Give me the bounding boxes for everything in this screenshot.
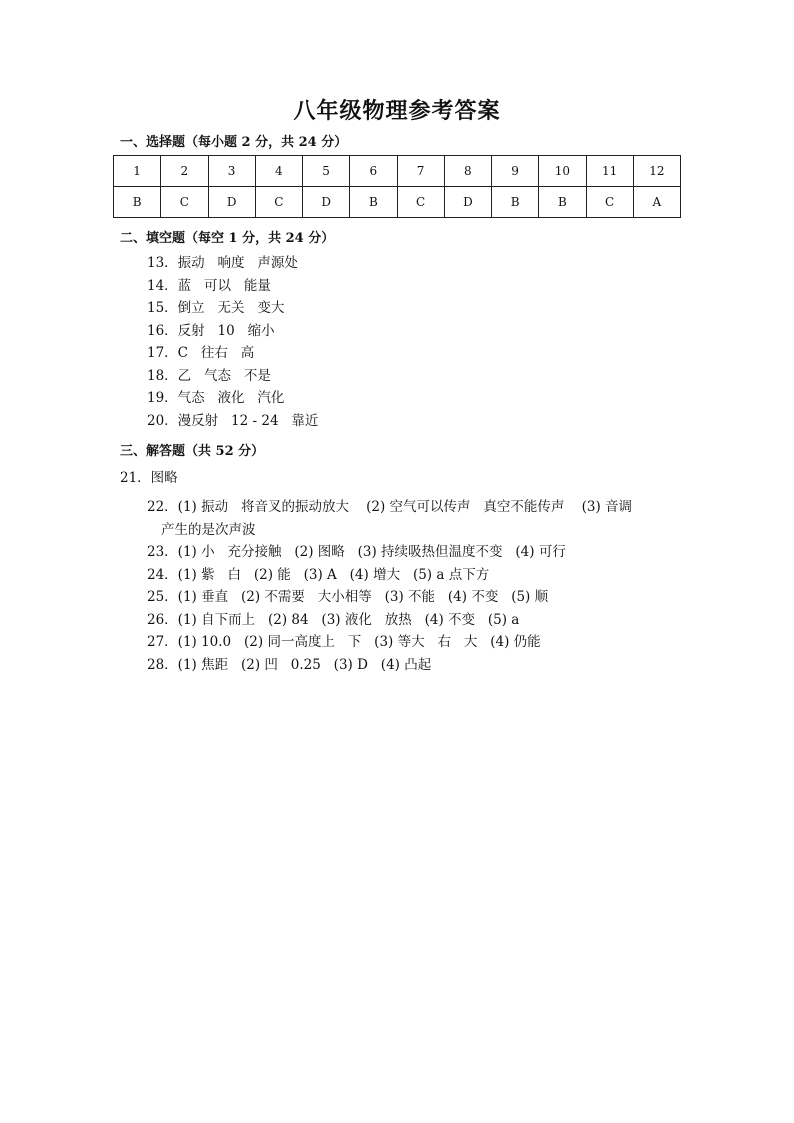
fill-in-answer: 16．反射 10 缩小 — [147, 322, 275, 339]
solution-answer: 27．(1) 10.0 (2) 同一高度上 下 (3) 等大 右 大 (4) 仍能 — [147, 634, 541, 650]
fill-in-answer-list — [147, 252, 318, 432]
answer-cell: C — [161, 187, 208, 218]
solution-answer: 28．(1) 焦距 (2) 凹 0.25 (3) D (4) 凸起 — [147, 656, 432, 673]
solution-answer: 24．(1) 紫 白 (2) 能 (3) A (4) 增大 (5) a 点下方 — [147, 566, 490, 583]
answer-cell: C — [397, 187, 444, 218]
section-heading-solutions: 三、解答题（共 52 分） — [120, 444, 265, 459]
answer-cell: B — [492, 187, 539, 218]
solution-answer: 25．(1) 垂直 (2) 不需要 大小相等 (3) 不能 (4) 不变 (5) 顺 — [147, 589, 549, 605]
question-number-cell: 1 — [114, 156, 161, 187]
question-number-row — [114, 156, 681, 187]
answer-cell: D — [208, 187, 255, 218]
answer-cell: B — [350, 187, 397, 218]
question-number-cell: 3 — [208, 156, 255, 187]
question-number-cell: 6 — [350, 156, 397, 187]
solution-answer-list — [147, 496, 687, 676]
fill-in-answer: 17．C 往右 高 — [147, 345, 255, 361]
section-heading-fill-in: 二、填空题（每空 1 分，共 24 分） — [120, 231, 335, 246]
page-title: 八年级物理参考答案 — [293, 98, 501, 124]
fill-in-answer: 19．气态 液化 汽化 — [147, 390, 285, 406]
answer-table — [113, 155, 681, 218]
answer-cell: B — [539, 187, 586, 218]
fill-in-answer: 15．倒立 无关 变大 — [147, 300, 285, 316]
question-number-cell: 9 — [492, 156, 539, 187]
solution-answer-22: 22．(1) 振动 将音叉的振动放大 (2) 空气可以传声 真空不能传声 (3) 音调 — [147, 499, 632, 515]
fill-in-answer: 18．乙 气态 不是 — [147, 367, 271, 384]
question-number-cell: 8 — [444, 156, 491, 187]
answer-row — [114, 187, 681, 218]
answer-cell: D — [303, 187, 350, 218]
fill-in-answer: 13．振动 响度 声源处 — [147, 255, 298, 271]
answer-cell: C — [586, 187, 633, 218]
solution-answer-21: 21．图略 — [120, 470, 178, 486]
solution-answer: 26．(1) 自下而上 (2) 84 (3) 液化 放热 (4) 不变 (5) a — [147, 611, 520, 628]
question-number-cell: 11 — [586, 156, 633, 187]
answer-cell: C — [255, 187, 302, 218]
section-heading-choice: 一、选择题（每小题 2 分，共 24 分） — [120, 135, 348, 150]
answer-cell: D — [444, 187, 491, 218]
answer-cell: B — [114, 187, 161, 218]
question-number-cell: 4 — [255, 156, 302, 187]
solution-answer: 23．(1) 小 充分接触 (2) 图略 (3) 持续吸热但温度不变 (4) 可行 — [147, 544, 566, 560]
question-number-cell: 5 — [303, 156, 350, 187]
question-number-cell: 2 — [161, 156, 208, 187]
answer-cell: A — [633, 187, 680, 218]
question-number-cell: 12 — [633, 156, 680, 187]
question-number-cell: 7 — [397, 156, 444, 187]
fill-in-answer: 20．漫反射 12 - 24 靠近 — [147, 412, 319, 429]
solution-answer-22-continuation: 产生的是次声波 — [161, 521, 256, 538]
fill-in-answer: 14．蓝 可以 能量 — [147, 277, 271, 294]
question-number-cell: 10 — [539, 156, 586, 187]
